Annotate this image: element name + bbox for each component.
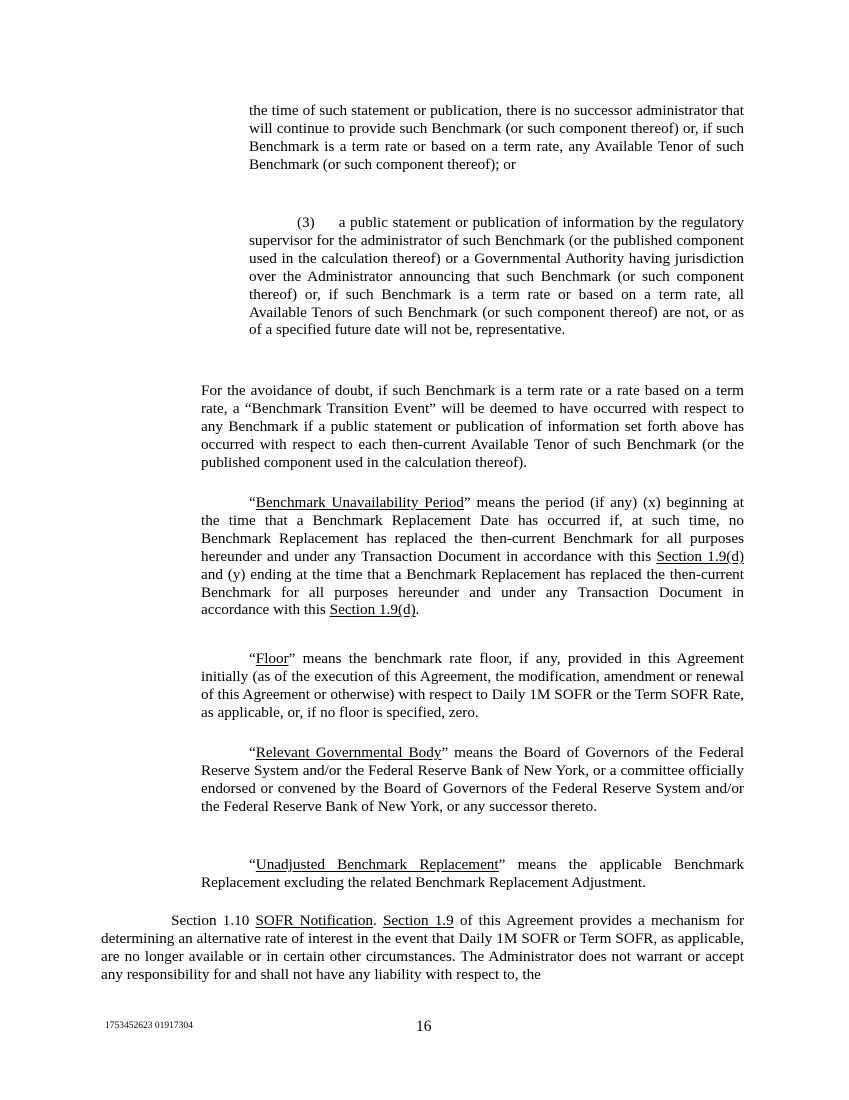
paragraph-text: For the avoidance of doubt, if such Benchmark is a term rate or a rate based on a term rate, a “Benchmark Transition Event” will be deemed to have occurred with respect to any Benchmark if a public statement or publication of information set forth above has occurred with respect to each then-current Available Tenor of such Benchmark (or the published component used in the calculation thereof). — [201, 382, 744, 471]
definition-unadjusted-benchmark-replacement: “Unadjusted Benchmark Replacement” means the applicable Benchmark Replacement excluding the related Benchmark Replacement Adjustment. — [201, 856, 744, 891]
section-label: Section 1.10 — [171, 912, 256, 929]
section-1-10-sofr-notification: Section 1.10 SOFR Notification. Section 1.9 of this Agreement provides a mechanism for determining an alternative rate of interest in the event that Daily 1M SOFR or Term SOFR, as applicable, are no longer available or in certain other circumstances. The Administrator does not warrant or accept any responsibility for and shall not have any liability with respect to, the — [101, 912, 744, 983]
paragraph-clause-3 — [249, 214, 744, 339]
defined-term: Floor — [255, 650, 289, 667]
section-reference-link: Section 1.9 — [382, 912, 454, 929]
section-reference-link: Section 1.9(d) — [329, 601, 416, 619]
definition-floor: “Floor” means the benchmark rate floor, if any, provided in this Agreement initially (as of the execution of this Agreement, the modification, amendment or renewal of this Agreement or otherwise) with respect to Daily 1M SOFR or the Term SOFR Rate, as applicable, or, if no floor is specified, zero. — [201, 650, 744, 721]
paragraph-text: the time of such statement or publication, there is no successor administrator that will continue to provide such Benchmark (or such component thereof) or, if such Benchmark is a term rate or based on a term rate, any Available Tenor of such Benchmark (or such component thereof); or — [249, 102, 744, 173]
paragraph-avoidance-of-doubt — [201, 382, 744, 472]
definition-relevant-governmental-body: “Relevant Governmental Body” means the Board of Governors of the Federal Reserve System and/or the Federal Reserve Bank of New York, or a committee officially endorsed or convened by the Board of Governors of the Federal Reserve System and/or the Federal Reserve Bank of New York, or any successor thereto. — [201, 744, 744, 815]
defined-term: Relevant Governmental Body — [255, 744, 442, 761]
section-reference-link: Section 1.9(d) — [656, 547, 744, 565]
section-heading: SOFR Notification — [255, 912, 374, 929]
defined-term: Unadjusted Benchmark Replacement — [255, 856, 499, 873]
paragraph-text: a public statement or publication of information by the regulatory supervisor for the administrator of such Benchmark (or the published component used in the calculation thereof) or a Governmental Authority having jurisdiction over the Administrator announcing that such Benchmark (or such component thereof) or, if such Benchmark is a term rate or based on a term rate, all Available Tenors of such Benchmark (or such component thereof) are not, or as of a specified future date will not be, representative. — [249, 214, 744, 339]
page-number: 16 — [416, 1018, 432, 1035]
document-id: 1753452623 01917304 — [105, 1021, 193, 1031]
paragraph-successor-administrator — [249, 102, 744, 174]
clause-number: (3) — [297, 214, 315, 231]
definition-benchmark-unavailability-period: “Benchmark Unavailability Period” means the period (if any) (x) beginning at the time that a Benchmark Replacement Date has occurred if, at such time, no Benchmark Replacement has replaced the then-current Benchmark for all purposes hereunder and under any Transaction Document in accordance with this Section 1.9(d) and (y) ending at the time that a Benchmark Replacement has replaced the then-current Benchmark for all purposes hereunder and under any Transaction Document in accordance with this Section 1.9(d). — [201, 494, 744, 619]
defined-term: Benchmark Unavailability Period — [255, 494, 464, 511]
